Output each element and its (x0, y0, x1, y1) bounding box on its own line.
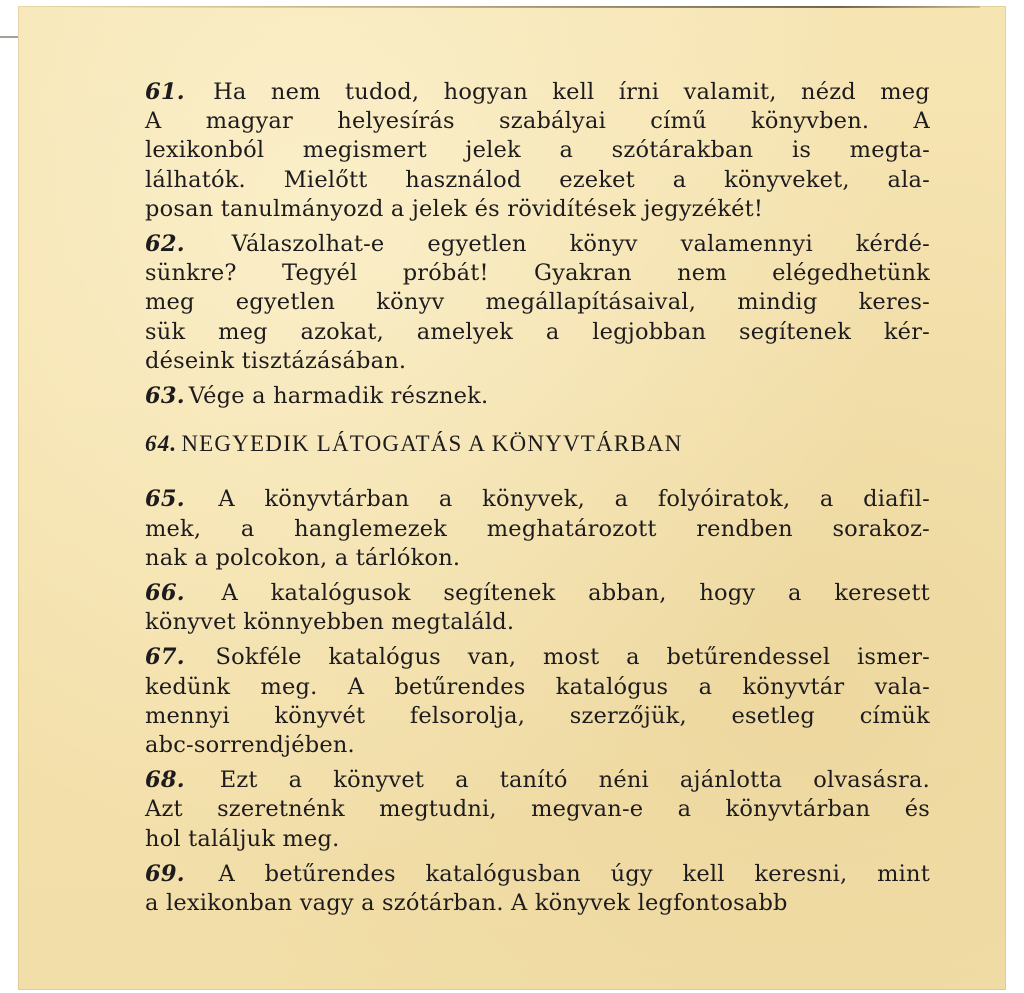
paragraph-65 (145, 485, 930, 573)
text-line: 67. Sokféle katalógus van, most a betűrendessel ismer- (145, 643, 930, 672)
paragraph-number: 62. (145, 231, 185, 258)
line-text: abc-sorrendjében. (145, 732, 355, 759)
paragraph-number: 67. (145, 644, 185, 671)
text-line (145, 608, 930, 637)
paragraph-number: 61. (145, 79, 185, 105)
text-line: 68. Ezt a könyvet a tanító néni ajánlotta olvasásra. (145, 766, 930, 795)
text-line: 66. A katalógusok segítenek abban, hogy a keresett (145, 579, 930, 608)
text-line: lálhatók. Mielőtt használod ezeket a könyveket, ala- (145, 166, 930, 193)
text-line: mennyi könyvét felsorolja, szerzőjük, esetleg címük (145, 702, 930, 729)
line-text: posan tanulmányozd a jelek és rövidítések jegyzékét! (145, 195, 764, 222)
top-edge-line (40, 6, 980, 8)
text-line (145, 731, 930, 760)
paragraph-number: 65. (145, 486, 185, 513)
heading-text: NEGYEDIK LÁTOGATÁS A KÖNYVTÁRBAN (181, 431, 683, 457)
text-line: 61. Ha nem tudod, hogyan kell írni valamit, nézd meg (145, 78, 930, 107)
paragraph-66 (145, 579, 930, 637)
document-text (145, 78, 930, 924)
text-line: lexikonból megismert jelek a szótárakban is megta- (145, 137, 930, 164)
text-line (145, 544, 930, 573)
text-line: A magyar helyesírás szabályai című könyvben. A (145, 108, 930, 135)
paragraph-69 (145, 860, 930, 918)
left-edge-line (0, 36, 18, 38)
paragraph-number: 66. (145, 580, 185, 607)
line-text: könyvet könnyebben megtaláld. (145, 609, 515, 636)
line-text: déseink tisztázásában. (145, 347, 407, 374)
line-text: Vége a harmadik résznek. (188, 383, 489, 410)
line-text: a lexikonban vagy a szótárban. A könyvek legfontosabb (145, 890, 788, 917)
line-text: hol találjuk meg. (145, 825, 340, 852)
text-line: Azt szeretnénk megtudni, megvan-e a könyvtárban és (145, 796, 930, 823)
text-line (145, 889, 930, 918)
paragraph-63 (145, 382, 930, 411)
text-line: kedünk meg. A betűrendes katalógus a könyvtár vala- (145, 673, 930, 700)
text-line: mek, a hanglemezek meghatározott rendben sorakoz- (145, 515, 930, 542)
text-line (145, 825, 930, 854)
text-line: meg egyetlen könyv megállapításaival, mindig keres- (145, 289, 930, 316)
text-line: 69. A betűrendes katalógusban úgy kell keresni, mint (145, 860, 930, 889)
paragraph-number: 64. (145, 431, 178, 457)
paragraph-68 (145, 766, 930, 854)
section-heading (145, 429, 930, 458)
text-line: sünkre? Tegyél próbát! Gyakran nem elégedhetünk (145, 260, 930, 287)
paragraph-62 (145, 230, 930, 376)
paragraph-number: 69. (145, 860, 185, 887)
text-line (145, 195, 930, 224)
paragraph-number: 68. (145, 767, 185, 794)
text-line (145, 347, 930, 376)
paragraph-61 (145, 78, 930, 224)
text-line (145, 382, 930, 411)
paragraph-number: 63. (145, 383, 185, 410)
text-line: sük meg azokat, amelyek a legjobban segítenek kér- (145, 318, 930, 345)
paragraph-67 (145, 643, 930, 760)
line-text: nak a polcokon, a tárlókon. (145, 544, 461, 571)
text-line: 65. A könyvtárban a könyvek, a folyóiratok, a diafil- (145, 485, 930, 514)
text-line: 62. Válaszolhat-e egyetlen könyv valamennyi kérdé- (145, 230, 930, 259)
